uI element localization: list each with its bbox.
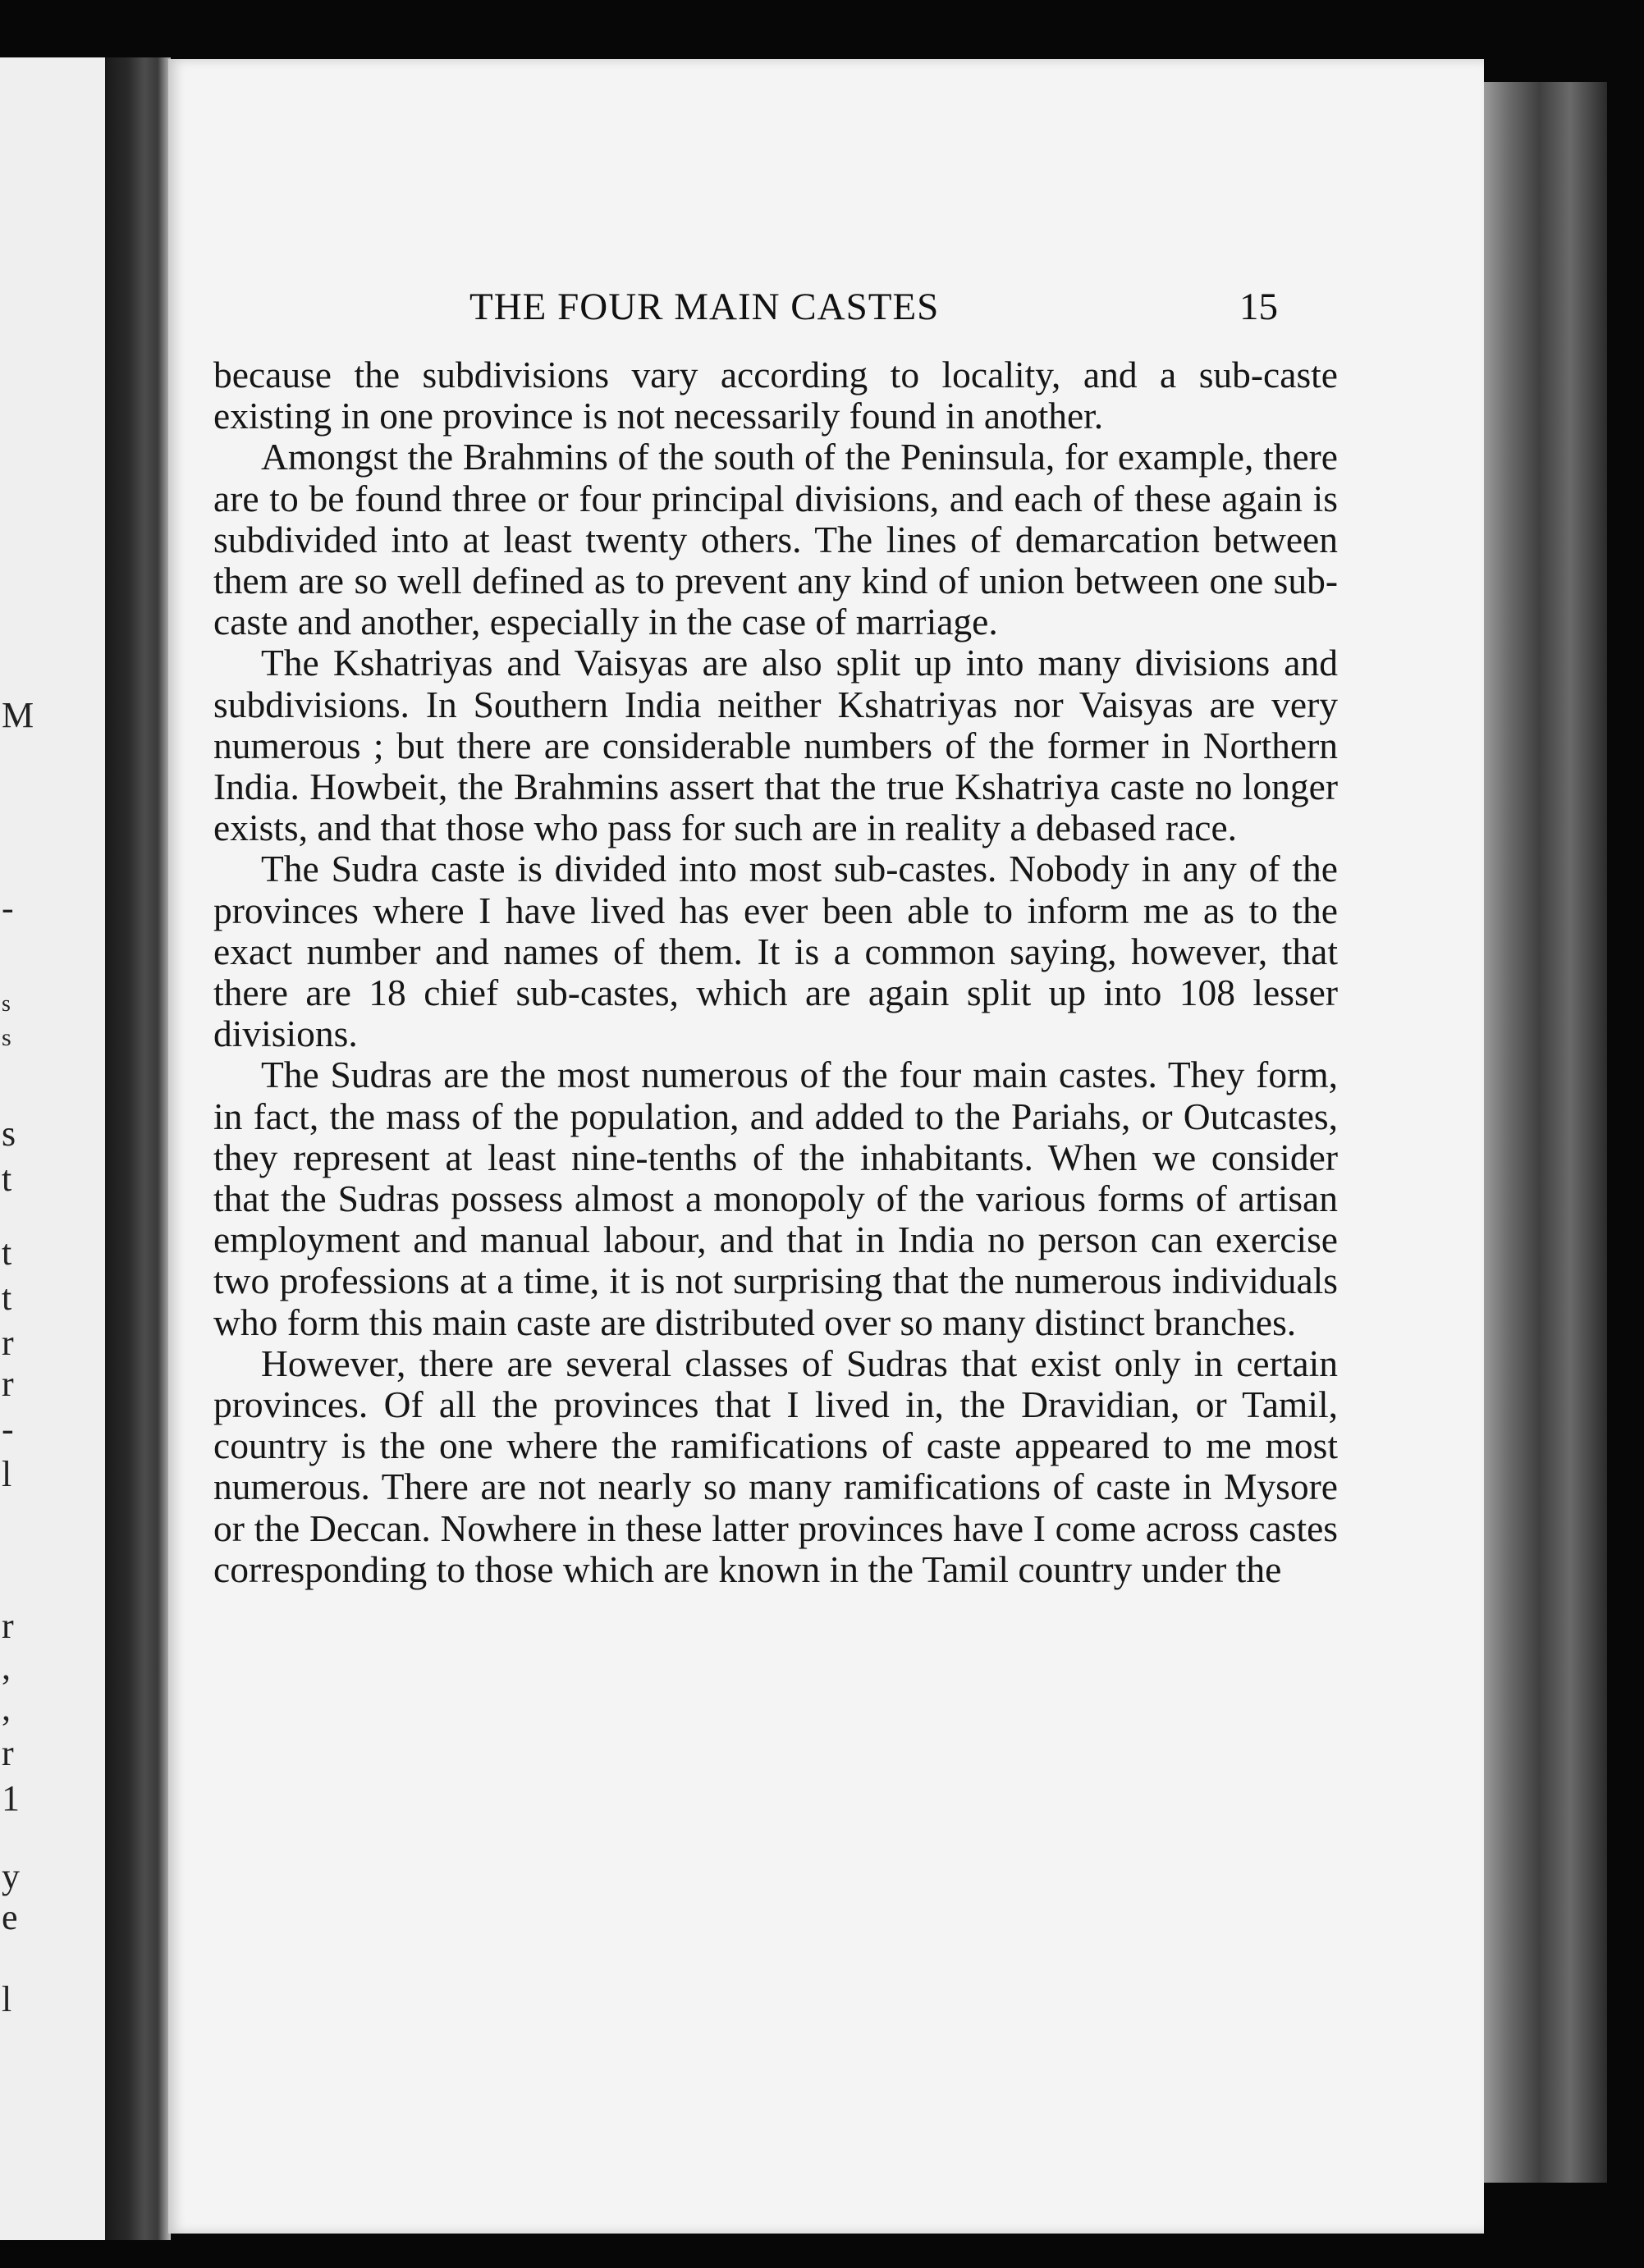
left-page-text-fragments — [0, 57, 33, 2240]
left-fragment: l — [2, 1454, 12, 1494]
paragraph: because the subdivisions vary according to locality, and a sub-caste existing in one province is not necessarily found in another. — [213, 354, 1338, 437]
book-gutter-shadow — [105, 57, 171, 2240]
left-fragment: s — [2, 991, 11, 1017]
body-text — [213, 354, 1338, 1590]
running-head-title: THE FOUR MAIN CASTES — [469, 286, 940, 328]
paragraph: Amongst the Brahmins of the south of the Peninsula, for example, there are to be found three or four principal divisions, and each of these again is subdivided into at least twenty others. The lines of demarcation between them are so well defined as to prevent any kind of union between one sub-caste and another, especially in the case of marriage. — [213, 436, 1338, 643]
left-fragment: r — [2, 1323, 14, 1363]
paragraph: The Sudras are the most numerous of the four main castes. They form, in fact, the mass of the population, and added to the Pariahs, or Outcastes, they represent at least nine-tenths of the inhabitants. When we consider that the Sudras possess almost a monopoly of the various forms of artisan employment and manual labour, and that in India no person can exercise two professions at a time, it is not surprising that the numerous individuals who form this main caste are distributed over so many distinct branches. — [213, 1054, 1338, 1343]
left-fragment: , — [2, 1647, 11, 1687]
left-fragment: r — [2, 1364, 14, 1404]
left-fragment: t — [2, 1159, 12, 1199]
left-facing-page — [0, 57, 105, 2240]
paragraph: However, there are several classes of Sudras that exist only in certain provinces. Of all the provinces that I lived in, the Dravidian, or Tamil, country is the one where the ramifications of caste appeared to me most numerous. There are not nearly so many ramifications of caste in Mysore or the Deccan. Nowhere in these latter provinces have I come across castes corresponding to those which are known in the Tamil country under the — [213, 1342, 1338, 1590]
left-fragment: - — [2, 1409, 14, 1449]
left-fragment: s — [2, 1113, 16, 1154]
running-head — [168, 223, 1484, 328]
left-fragment: s — [2, 1024, 11, 1051]
paragraph: The Kshatriyas and Vaisyas are also split up into many divisions and subdivisions. In Southern India neither Kshatriyas nor Vaisyas are very numerous ; but there are considerable numbers of the former in Northern India. Howbeit, the Brahmins assert that the true Kshatriya caste no longer exists, and that those who pass for such are in reality a debased race. — [213, 642, 1338, 849]
left-fragment: y — [2, 1856, 20, 1896]
left-fragment: r — [2, 1733, 14, 1773]
left-fragment: - — [2, 888, 14, 928]
left-fragment: t — [2, 1232, 12, 1273]
left-fragment: t — [2, 1278, 12, 1318]
page-edge-stack — [1484, 82, 1607, 2183]
paragraph: The Sudra caste is divided into most sub-castes. Nobody in any of the provinces where I have lived has ever been able to inform me as to the exact number and names of them. It is a common saying, however, that there are 18 chief sub-castes, which are again split up into 108 lesser divisions. — [213, 848, 1338, 1055]
left-fragment: l — [2, 1979, 12, 2019]
book-page — [168, 59, 1484, 2234]
left-fragment: e — [2, 1897, 18, 1937]
left-fragment: 1 — [2, 1778, 20, 1818]
left-fragment: , — [2, 1688, 11, 1728]
left-fragment: r — [2, 1606, 14, 1646]
left-fragment: M — [2, 695, 34, 735]
page-number: 15 — [1239, 286, 1278, 328]
